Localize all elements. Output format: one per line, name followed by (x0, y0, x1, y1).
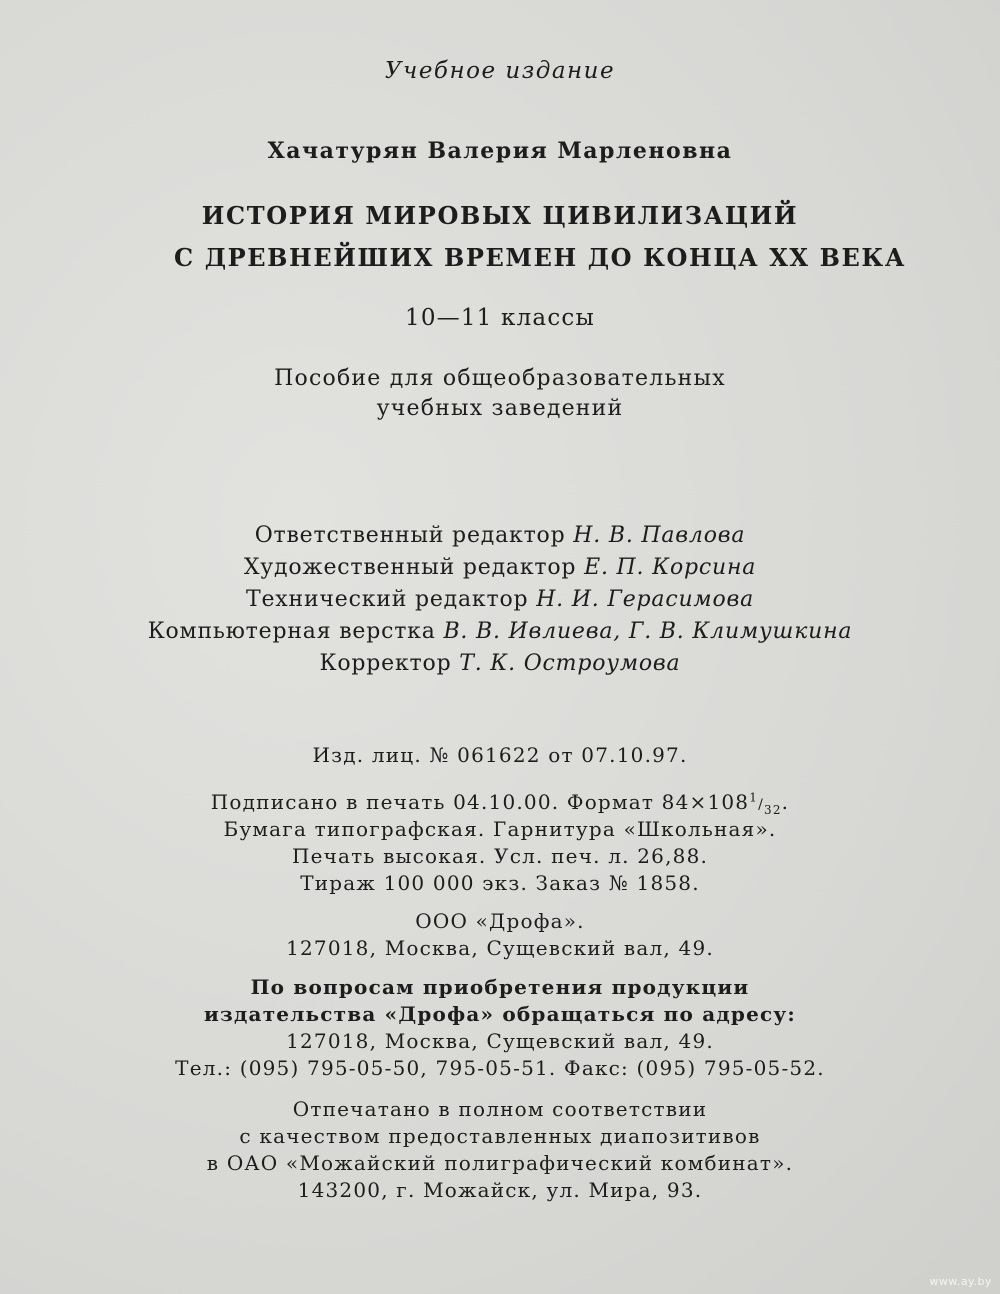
site-watermark: www.ay.by (929, 1275, 992, 1288)
sales-line-1: По вопросам приобретения продукции (250, 975, 750, 999)
editor-name: Н. В. Павлова (573, 523, 746, 548)
sales-line-2: издательства «Дрофа» обращаться по адресу: (204, 1002, 796, 1026)
book-title-line-2: С ДРЕВНЕЙШИХ ВРЕМЕН ДО КОНЦА XX ВЕКА (174, 243, 906, 272)
editor-role: Ответственный редактор (254, 523, 566, 548)
author-name: Хачатурян Валерия Марленовна (267, 138, 733, 164)
publisher-license: Изд. лиц. № 061622 от 07.10.97. (312, 743, 688, 767)
format-fraction-denominator: 32 (764, 803, 782, 817)
editor-name: В. В. Ивлиева, Г. В. Климушкина (443, 619, 853, 644)
editor-row (0, 587, 1000, 612)
editor-row (0, 619, 1000, 644)
signed-format-line: Подписано в печать 04.10.00. Формат $84\times 108^1/_{32}$. (210, 790, 790, 817)
editor-row (0, 651, 1000, 676)
signed-format-end: . (781, 790, 790, 814)
book-title-line-1: ИСТОРИЯ МИРОВЫХ ЦИВИЛИЗАЦИЙ (201, 201, 799, 230)
print-sheets-line: Печать высокая. Усл. печ. л. 26,88. (291, 844, 709, 868)
signed-format-text: Подписано в печать 04.10.00. Формат 84×108 (210, 790, 750, 814)
sales-address: 127018, Москва, Сущевский вал, 49. (286, 1029, 714, 1053)
editor-name: Е. П. Корсина (584, 555, 757, 580)
print-run-line: Тираж 100 000 экз. Заказ № 1858. (300, 871, 700, 895)
editor-role: Художественный редактор (243, 555, 577, 580)
printer-address: 143200, г. Можайск, ул. Мира, 93. (297, 1178, 703, 1202)
format-fraction-numerator: 1 (749, 790, 759, 805)
editor-row (0, 523, 1000, 548)
editor-role: Корректор (319, 651, 452, 676)
paper-font-line: Бумага типографская. Гарнитура «Школьная». (223, 817, 777, 841)
printer-line-3: в ОАО «Можайский полиграфический комбинат». (206, 1151, 794, 1175)
publisher-name: ООО «Дрофа». (415, 909, 585, 933)
printer-line-1: Отпечатано в полном соответствии (292, 1097, 708, 1121)
purpose-line-1: Пособие для общеобразовательных (274, 366, 726, 391)
edition-type: Учебное издание (384, 58, 616, 84)
editor-row (0, 555, 1000, 580)
printer-line-2: с качеством предоставленных диапозитивов (239, 1124, 761, 1148)
editor-role: Компьютерная верстка (147, 619, 436, 644)
purpose-line-2: учебных заведений (376, 396, 624, 421)
sales-phones: Тел.: (095) 795-05-50, 795-05-51. Факс: (095) 795-05-52. (175, 1056, 825, 1080)
editor-name: Н. И. Герасимова (536, 587, 755, 612)
publisher-address: 127018, Москва, Сущевский вал, 49. (286, 936, 714, 960)
editor-name: Т. К. Остроумова (459, 651, 681, 676)
grades: 10—11 классы (404, 305, 595, 331)
editor-role: Технический редактор (245, 587, 529, 612)
